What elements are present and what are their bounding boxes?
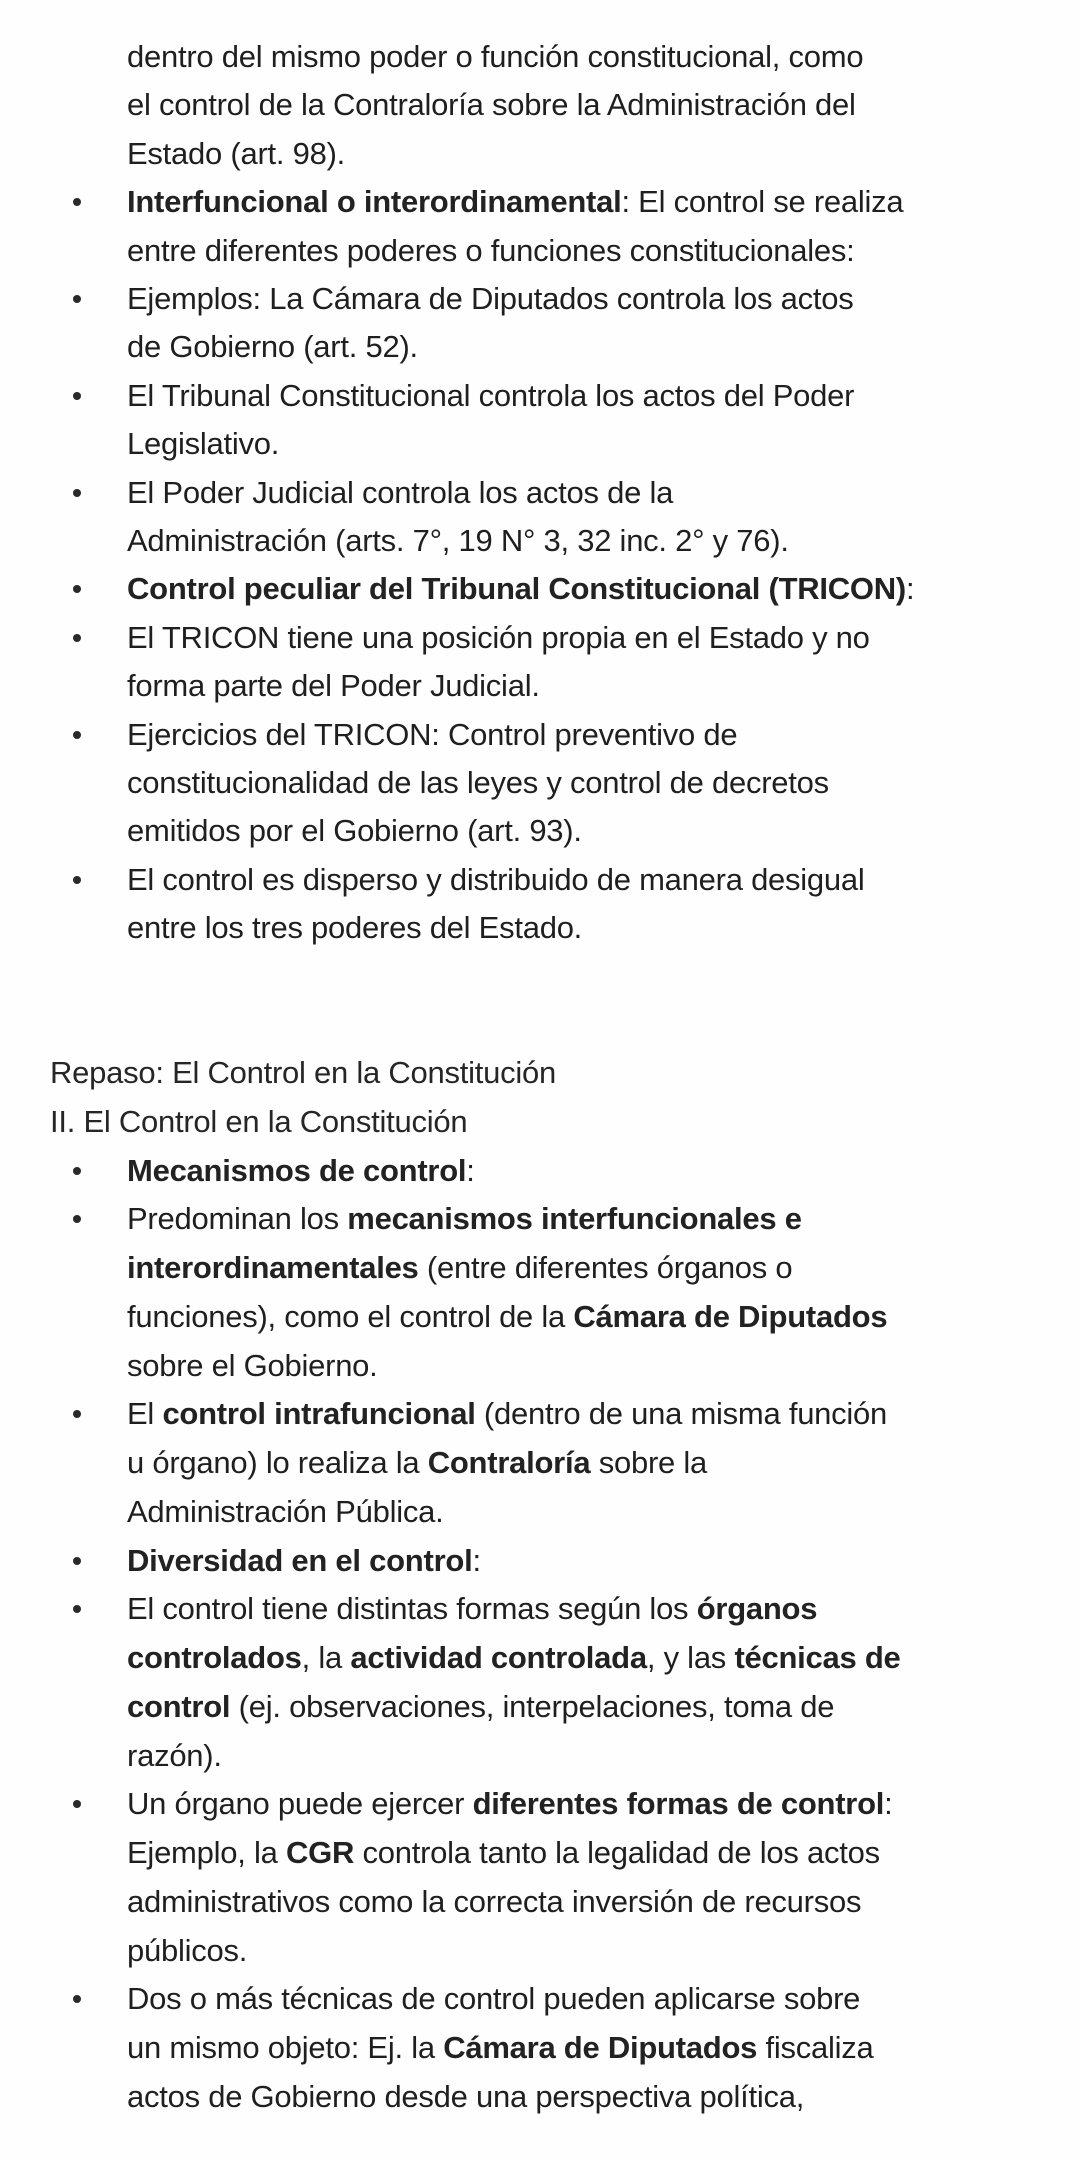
- line-text: [127, 2073, 804, 2121]
- text-line: [0, 2073, 1080, 2121]
- bullet-dot-icon: [73, 1410, 81, 1418]
- line-text: [127, 178, 903, 226]
- line-text: [127, 227, 855, 275]
- text-line: [0, 1780, 1080, 1828]
- text-line: [0, 759, 1080, 807]
- line-text: [50, 1098, 467, 1146]
- text-line: [0, 1683, 1080, 1731]
- bullet-dot-icon: [73, 731, 81, 739]
- text-run: El: [127, 1396, 163, 1432]
- line-text: [127, 1927, 247, 1975]
- text-line: [0, 372, 1080, 420]
- line-text: [127, 323, 418, 371]
- bullet-dot-icon: [73, 198, 81, 206]
- text-run: sobre la: [590, 1445, 707, 1480]
- line-text: [127, 1488, 443, 1536]
- text-run: , la: [301, 1640, 351, 1675]
- text-run: (ej. observaciones, interpelaciones, toma de: [230, 1688, 835, 1724]
- text-run: (dentro de una misma función: [475, 1396, 888, 1432]
- text-line: [0, 807, 1080, 855]
- text-run: administrativos como la correcta inversión de recursos: [127, 1883, 862, 1919]
- bullet-dot-icon: [73, 392, 81, 400]
- bullet-dot-icon: [73, 585, 81, 593]
- line-text: [127, 1342, 378, 1390]
- text-line: [0, 1390, 1080, 1438]
- text-run: El TRICON tiene una posición propia en el Estado y no: [127, 619, 870, 655]
- bold-term: órganos: [696, 1591, 818, 1627]
- line-text: [127, 372, 854, 420]
- text-run: :: [472, 1542, 481, 1578]
- text-line: [0, 178, 1080, 226]
- text-line: [0, 904, 1080, 952]
- bullet-dot-icon: [73, 1800, 81, 1808]
- bullet-dot-icon: [73, 876, 81, 884]
- bold-term: Interfuncional o interordinamental: [127, 184, 622, 220]
- text-line: [0, 275, 1080, 323]
- line-text: [127, 856, 865, 904]
- text-line: [0, 517, 1080, 565]
- text-line: [0, 1244, 1080, 1292]
- text-line: [0, 565, 1080, 613]
- line-text: [127, 614, 870, 662]
- text-run: El Poder Judicial controla los actos de la: [127, 474, 674, 510]
- text-run: u órgano) lo realiza la: [127, 1445, 428, 1480]
- text-run: emitidos por el Gobierno (art. 93).: [127, 813, 582, 849]
- text-run: II. El Control en la Constitución: [50, 1103, 468, 1139]
- line-text: [127, 565, 914, 613]
- text-line: [0, 1829, 1080, 1877]
- text-line: [0, 1634, 1080, 1682]
- text-line: [0, 614, 1080, 662]
- bold-term: Diversidad en el control: [127, 1542, 473, 1578]
- bullet-dot-icon: [73, 1167, 81, 1175]
- text-run: El control es disperso y distribuido de manera desigual: [127, 861, 865, 897]
- text-line: [0, 81, 1080, 129]
- bold-term: control intrafuncional: [162, 1396, 476, 1432]
- text-line: [0, 1098, 1080, 1146]
- text-run: Legislativo.: [127, 426, 280, 462]
- line-text: [127, 469, 673, 517]
- text-line: [0, 1878, 1080, 1926]
- line-text: [127, 662, 540, 710]
- bullet-dot-icon: [73, 295, 81, 303]
- text-line: [0, 1488, 1080, 1536]
- text-run: de Gobierno (art. 52).: [127, 329, 418, 365]
- text-run: El Tribunal Constitucional controla los actos del Poder: [127, 377, 855, 413]
- line-text: [127, 1390, 887, 1438]
- text-run: actos de Gobierno desde una perspectiva política,: [127, 2078, 805, 2114]
- line-text: [127, 904, 582, 952]
- text-line: [0, 1732, 1080, 1780]
- line-text: [127, 275, 853, 323]
- line-text: [127, 1439, 707, 1487]
- bold-term: Cámara de Diputados: [443, 2030, 758, 2065]
- line-text: [127, 759, 829, 807]
- text-run: :: [884, 1786, 893, 1822]
- text-run: :: [466, 1152, 475, 1188]
- bold-term: control: [127, 1688, 231, 1724]
- text-run: entre los tres poderes del Estado.: [127, 910, 583, 946]
- bold-term: interordinamentales: [127, 1250, 419, 1285]
- text-line: [0, 323, 1080, 371]
- text-line: [0, 227, 1080, 275]
- line-text: [127, 1975, 860, 2023]
- text-run: controla tanto la legalidad de los actos: [354, 1835, 880, 1870]
- text-run: (entre diferentes órganos o: [418, 1250, 793, 1285]
- line-text: [127, 1634, 901, 1682]
- text-run: Un órgano puede ejercer: [127, 1786, 473, 1822]
- line-text: [127, 1878, 861, 1926]
- bold-term: Contraloría: [427, 1445, 591, 1480]
- text-line: [0, 1293, 1080, 1341]
- bold-term: Control peculiar del Tribunal Constitucional (TRICON): [127, 571, 906, 607]
- text-run: Ejemplos: La Cámara de Diputados controla los actos: [127, 281, 854, 316]
- text-run: el control de la Contraloría sobre la Administración del: [127, 87, 856, 123]
- bullet-dot-icon: [73, 1557, 81, 1565]
- line-text: [127, 1780, 893, 1828]
- line-text: [127, 1732, 222, 1780]
- line-text: [127, 1683, 834, 1731]
- line-text: [127, 420, 279, 468]
- bold-term: controlados: [127, 1640, 302, 1675]
- text-line: [0, 1537, 1080, 1585]
- bullet-dot-icon: [73, 489, 81, 497]
- text-line: [0, 1342, 1080, 1390]
- text-line: [0, 1147, 1080, 1195]
- text-run: sobre el Gobierno.: [127, 1347, 378, 1383]
- line-text: [50, 1049, 556, 1097]
- line-text: [127, 711, 737, 759]
- text-line: [0, 33, 1080, 81]
- text-run: Dos o más técnicas de control pueden aplicarse sobre: [127, 1981, 861, 2017]
- text-run: Ejercicios del TRICON: Control preventivo de: [127, 716, 738, 752]
- bold-term: actividad controlada: [350, 1640, 647, 1675]
- text-run: entre diferentes poderes o funciones constitucionales:: [127, 232, 855, 268]
- bold-term: Cámara de Diputados: [573, 1298, 888, 1334]
- line-text: [127, 517, 789, 565]
- line-text: [127, 1829, 880, 1877]
- bold-term: Mecanismos de control: [127, 1152, 467, 1188]
- bold-term: CGR: [285, 1835, 355, 1870]
- text-run: públicos.: [127, 1932, 248, 1968]
- line-text: [127, 81, 856, 129]
- line-text: [127, 1147, 475, 1195]
- text-run: Predominan los: [127, 1201, 348, 1237]
- line-text: [127, 1195, 802, 1243]
- line-text: [127, 1537, 481, 1585]
- line-text: [127, 1293, 887, 1341]
- text-line: [0, 130, 1080, 178]
- bullet-dot-icon: [73, 1215, 81, 1223]
- text-run: fiscaliza: [757, 2030, 874, 2065]
- bullet-dot-icon: [73, 1605, 81, 1613]
- text-line: [0, 662, 1080, 710]
- text-run: Estado (art. 98).: [127, 135, 346, 171]
- text-line: [0, 1927, 1080, 1975]
- bullet-dot-icon: [73, 634, 81, 642]
- text-run: un mismo objeto: Ej. la: [127, 2030, 444, 2065]
- text-run: , y las: [646, 1640, 735, 1675]
- text-line: [0, 1975, 1080, 2023]
- text-line: [0, 856, 1080, 904]
- text-run: funciones), como el control de la: [127, 1298, 574, 1334]
- line-text: [127, 33, 863, 81]
- text-line: [0, 1585, 1080, 1633]
- text-run: Administración (arts. 7°, 19 N° 3, 32 inc. 2° y 76).: [127, 523, 789, 558]
- text-line: [0, 2024, 1080, 2072]
- text-run: dentro del mismo poder o función constitucional, como: [127, 39, 864, 74]
- text-line: [0, 420, 1080, 468]
- text-run: razón).: [127, 1737, 222, 1773]
- line-text: [127, 1585, 817, 1633]
- text-line: [0, 711, 1080, 759]
- text-run: constitucionalidad de las leyes y control de decretos: [127, 765, 829, 800]
- text-line: [0, 1439, 1080, 1487]
- line-text: [127, 807, 582, 855]
- text-run: Administración Pública.: [127, 1493, 444, 1529]
- line-text: [127, 130, 345, 178]
- text-line: [0, 1195, 1080, 1243]
- text-line: [0, 469, 1080, 517]
- bold-term: técnicas de: [734, 1640, 901, 1675]
- text-run: El control tiene distintas formas según los: [127, 1591, 697, 1627]
- text-run: forma parte del Poder Judicial.: [127, 668, 540, 704]
- bullet-dot-icon: [73, 1995, 81, 2003]
- text-run: : El control se realiza: [621, 184, 904, 220]
- line-text: [127, 2024, 874, 2072]
- bold-term: diferentes formas de control: [472, 1786, 885, 1822]
- text-run: :: [906, 571, 915, 607]
- line-text: [127, 1244, 792, 1292]
- text-line: [0, 1049, 1080, 1097]
- text-run: Ejemplo, la: [127, 1835, 286, 1870]
- text-run: Repaso: El Control en la Constitución: [50, 1055, 556, 1090]
- bold-term: mecanismos interfuncionales e: [347, 1201, 802, 1237]
